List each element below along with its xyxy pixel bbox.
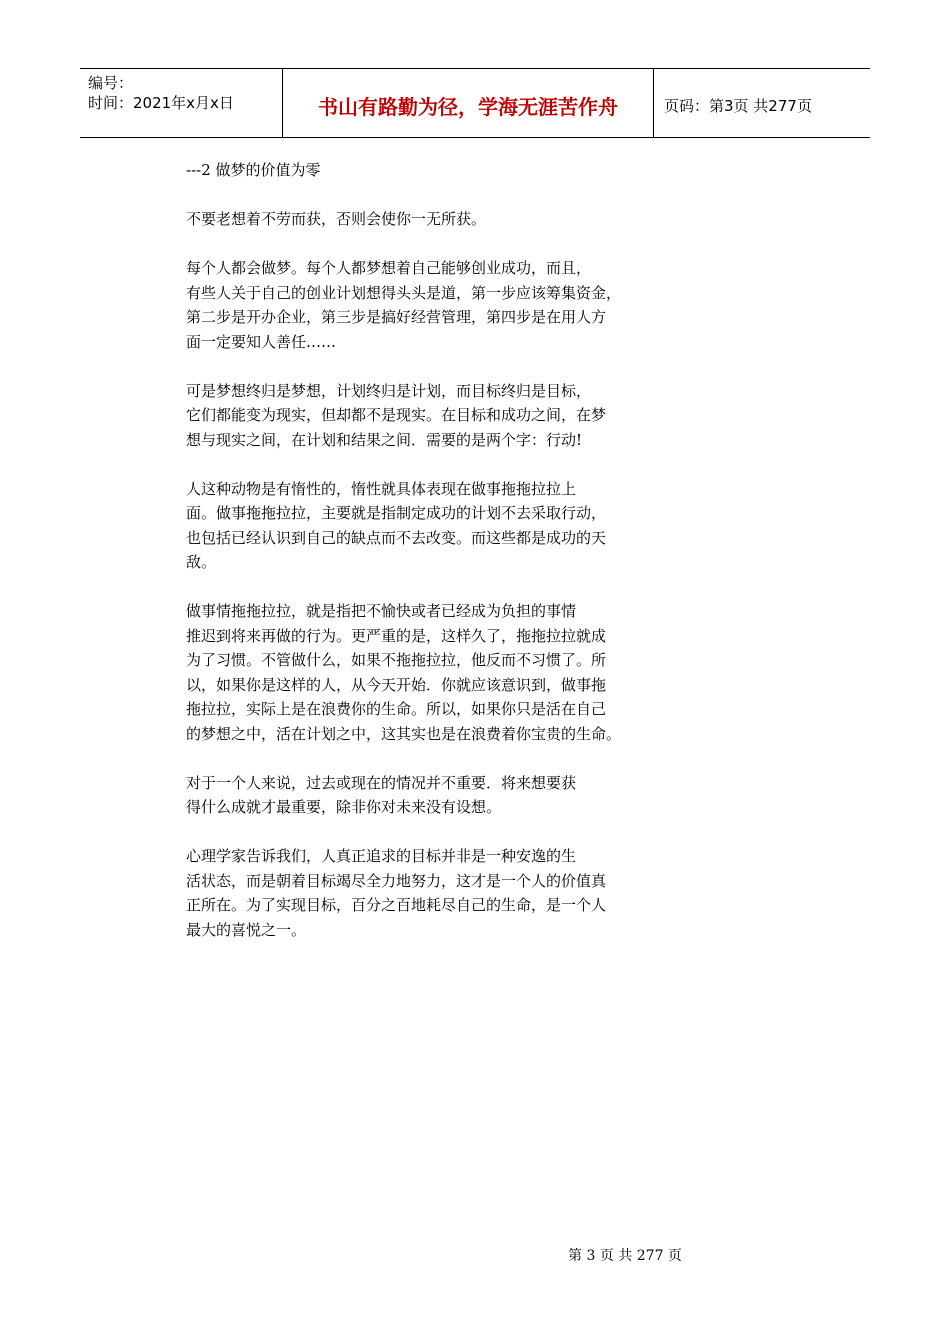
page-footer: [0, 1245, 950, 1265]
paragraph-line: 每个人都会做梦。每个人都梦想着自己能够创业成功，而且，: [186, 259, 592, 277]
paragraph-line: 第二步是开办企业，第三步是搞好经营管理，第四步是在用人方: [186, 308, 607, 326]
header-meta-cell: [80, 69, 282, 137]
article-paragraph: [186, 256, 676, 354]
article-paragraph: [186, 599, 676, 746]
paragraph-line: 它们都能变为现实，但却都不是现实。在目标和成功之间，在梦: [186, 406, 607, 424]
paragraph-line: 想与现实之间，在计划和结果之间．需要的是两个字：行动!: [186, 430, 583, 449]
paragraph-line: 也包括已经认识到自己的缺点而不去改变。而这些都是成功的天: [186, 528, 607, 547]
paragraph-line: 心理学家告诉我们，人真正追求的目标并非是一种安逸的生: [186, 847, 577, 865]
paragraph-line: 面一定要知人善任……: [186, 332, 337, 351]
paragraph-line: 正所在。为了实现目标，百分之百地耗尽自己的生命，是一个人: [186, 896, 607, 914]
paragraph-line: 对于一个人来说，过去或现在的情况并不重要．将来想要获: [186, 773, 577, 792]
paragraph-line: 最大的喜悦之一。: [186, 920, 307, 939]
paragraph-line: 面。做事拖拖拉拉，主要就是指制定成功的计划不去采取行动，: [186, 504, 607, 522]
paragraph-line: 活状态，而是朝着目标竭尽全力地努力，这才是一个人的价值真: [186, 871, 607, 890]
paragraph-line: 有些人关于自己的创业计划想得头头是道，第一步应该筹集资金，: [186, 283, 622, 302]
number-label: 编号：: [88, 74, 134, 92]
paragraph-line: 的梦想之中，活在计划之中，这其实也是在浪费着你宝贵的生命。: [186, 724, 622, 743]
paragraph-line: 得什么成就才最重要，除非你对未来没有设想。: [186, 798, 502, 816]
paragraph-line: 敌。: [186, 553, 217, 571]
paragraph-line: 人这种动物是有惰性的，惰性就具体表现在做事拖拖拉拉上: [186, 479, 577, 498]
article-paragraph: [186, 771, 676, 820]
header-page-cell: [654, 69, 870, 137]
article-paragraph: [186, 477, 676, 575]
paragraph-line: 推迟到将来再做的行为。更严重的是，这样久了，拖拖拉拉就成: [186, 626, 607, 645]
page-info: 页码：第3页 共277页: [664, 96, 812, 115]
header-table: [80, 68, 870, 138]
article-paragraphs: [186, 207, 676, 942]
article-body: [186, 158, 676, 967]
article-paragraph: [186, 379, 676, 453]
paragraph-line: 做事情拖拖拉拉，就是指把不愉快或者已经成为负担的事情: [186, 602, 577, 620]
paragraph-line: 拖拉拉，实际上是在浪费你的生命。所以，如果你只是活在自己: [186, 700, 607, 718]
article-paragraph: [186, 844, 676, 942]
motto-text: 书山有路勤为径，学海无涯苦作舟: [318, 94, 618, 119]
paragraph-line: 可是梦想终归是梦想，计划终归是计划，而目标终归是目标，: [186, 381, 592, 400]
paragraph-line: 为了习惯。不管做什么，如果不拖拖拉拉，他反而不习惯了。所: [186, 651, 607, 669]
paragraph-line: 以，如果你是这样的人，从今天开始．你就应该意识到，做事拖: [186, 675, 607, 694]
article-subtitle: ---2 做梦的价值为零: [186, 161, 321, 179]
paragraph-line: 不要老想着不劳而获，否则会使你一无所获。: [186, 210, 487, 228]
header-motto-cell: [282, 69, 654, 137]
time-label: 时间：2021年x月x日: [88, 94, 234, 112]
footer-page-number: 第 3 页 共 277 页: [568, 1248, 682, 1264]
article-paragraph: [186, 207, 676, 232]
